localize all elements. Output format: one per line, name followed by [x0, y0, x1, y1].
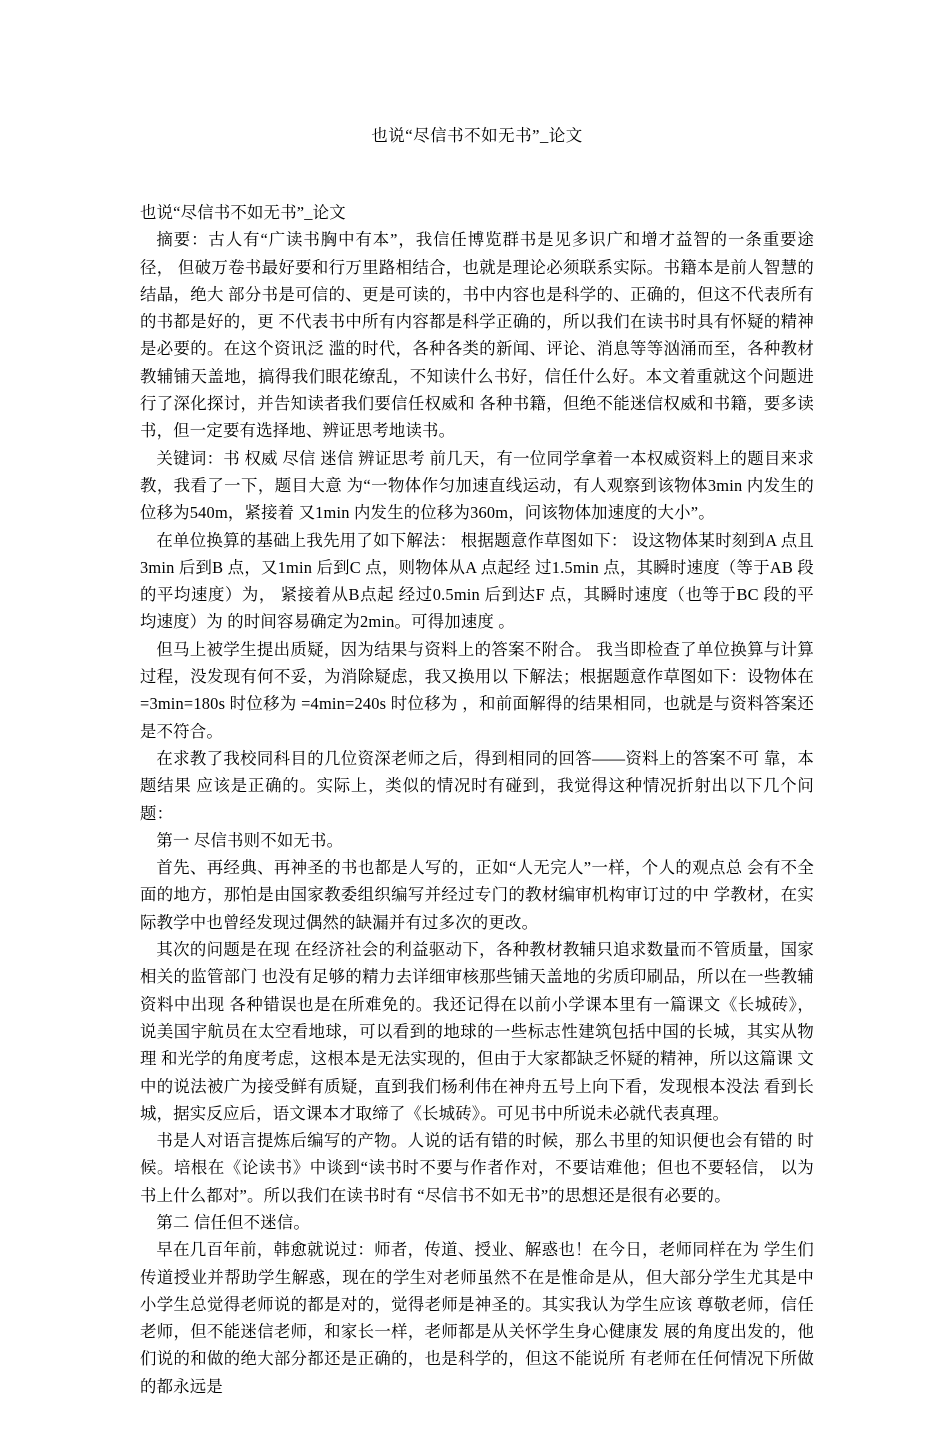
paragraph: 早在几百年前，韩愈就说过：师者，传道、授业、解惑也！在今日，老师同样在为 学生们传道授业并帮助学生解惑，现在的学生对老师虽然不在是惟命是从，但大部分学生尤其是中小学生总觉得老师说的都是对的，觉得老师是神圣的。其实我认为学生应该 尊敬老师，信任老师，但不能迷信老师，和家长一样，老师都是从关怀学生身心健康发 展的角度出发的，他们说的和做的绝大部分都还是正确的，也是科学的，但这不能说所 有老师在任何情况下所做的都永远是: [140, 1240, 814, 1396]
page-title: 也说“尽信书不如无书”_论文: [371, 126, 583, 145]
paragraph-heading-first: 第一 尽信书则不如无书。: [156, 830, 344, 850]
paragraph-abstract: 摘要：古人有“广读书胸中有本”，我信任博览群书是见多识广和增才益智的一条重要途径， 但破万卷书最好要和行万里路相结合，也就是理论必须联系实际。书籍本是前人智慧的结晶，绝大 部分书是可信的、更是可读的，书中内容也是科学的、正确的，但这不代表所有的书都是好的，更 不代表书中所有内容都是科学正确的，所以我们在读书时具有怀疑的精神是必要的。在这个资讯泛 滥的时代，各种各类的新闻、评论、消息等等汹涌而至，各种教材教辅铺天盖地，搞得我们眼花缭乱，不知读什么书好，信任什么好。本文着重就这个问题进行了深化探讨，并告知读者我们要信任权威和 各种书籍，但绝不能迷信权威和书籍，要多读书，但一定要有选择地、辨证思考地读书。: [140, 230, 814, 441]
document-body: [140, 199, 814, 1400]
paragraph-heading-second: 第二 信任但不迷信。: [156, 1212, 311, 1232]
paragraph-keywords: 关键词：书 权威 尽信 迷信 辨证思考 前几天，有一位同学拿着一本权威资料上的题目来求教，我看了一下，题目大意 为“一物体作匀加速直线运动，有人观察到该物体3min 内发生的位移为540m，紧接着 又1min 内发生的位移为360m，问该物体加速度的大小”。: [140, 448, 814, 523]
paragraph: 书是人对语言提炼后编写的产物。人说的话有错的时候，那么书里的知识便也会有错的 时候。培根在《论读书》中谈到“读书时不要与作者作对，不要诘难他；但也不要轻信， 以为书上什么都对”。所以我们在读书时有 “尽信书不如无书”的思想还是很有必要的。: [140, 1131, 814, 1205]
paragraph: 首先、再经典、再神圣的书也都是人写的，正如“人无完人”一样，个人的观点总 会有不全面的地方，那怕是由国家教委组织编写并经过专门的教材编审机构审订过的中 学教材，在实际教学中也曾经发现过偶然的缺漏并有过多次的更改。: [140, 858, 814, 932]
paragraph: 但马上被学生提出质疑，因为结果与资料上的答案不附合。 我当即检查了单位换算与计算过程，没发现有何不妥，为消除疑虑，我又换用以 下解法；根据题意作草图如下：设物体在 =3min=180s 时位移为 =4min=240s 时位移为 ，和前面解得的结果相同，也就是与资料答案还是不符合。: [140, 639, 814, 741]
paragraph: 在单位换算的基础上我先用了如下解法： 根据题意作草图如下： 设这物体某时刻到A 点且3min 后到B 点，又1min 后到C 点，则物体从A 点起经 过1.5min 点，其瞬时速度（等于AB 段的平均速度）为， 紧接着从B点起 经过0.5min 后到达F 点，其瞬时速度（也等于BC 段的平均速度）为 的时间容易确定为2min。可得加速度 。: [140, 530, 814, 632]
paragraph: 其次的问题是在现 在经济社会的利益驱动下，各种教材教辅只追求数量而不管质量，国家相关的监管部门 也没有足够的精力去详细审核那些铺天盖地的劣质印刷品，所以在一些教辅资料中出现 各种错误也是在所难免的。我还记得在以前小学课本里有一篇课文《长城砖》，说美国宇航员在太空看地球，可以看到的地球的一些标志性建筑包括中国的长城，其实从物理 和光学的角度考虑，这根本是无法实现的，但由于大家都缺乏怀疑的精神，所以这篇课 文中的说法被广为接受鲜有质疑，直到我们杨利伟在神舟五号上向下看，发现根本没法 看到长城，据实反应后，语文课本才取缔了《长城砖》。可见书中所说未必就代表真理。: [140, 940, 814, 1123]
paragraph: 在求教了我校同科目的几位资深老师之后，得到相同的回答——资料上的答案不可 靠，本题结果 应该是正确的。实际上，类似的情况时有碰到，我觉得这种情况折射出以下几个问题：: [140, 748, 814, 823]
paragraph-title-repeat: 也说“尽信书不如无书”_论文: [140, 203, 346, 222]
